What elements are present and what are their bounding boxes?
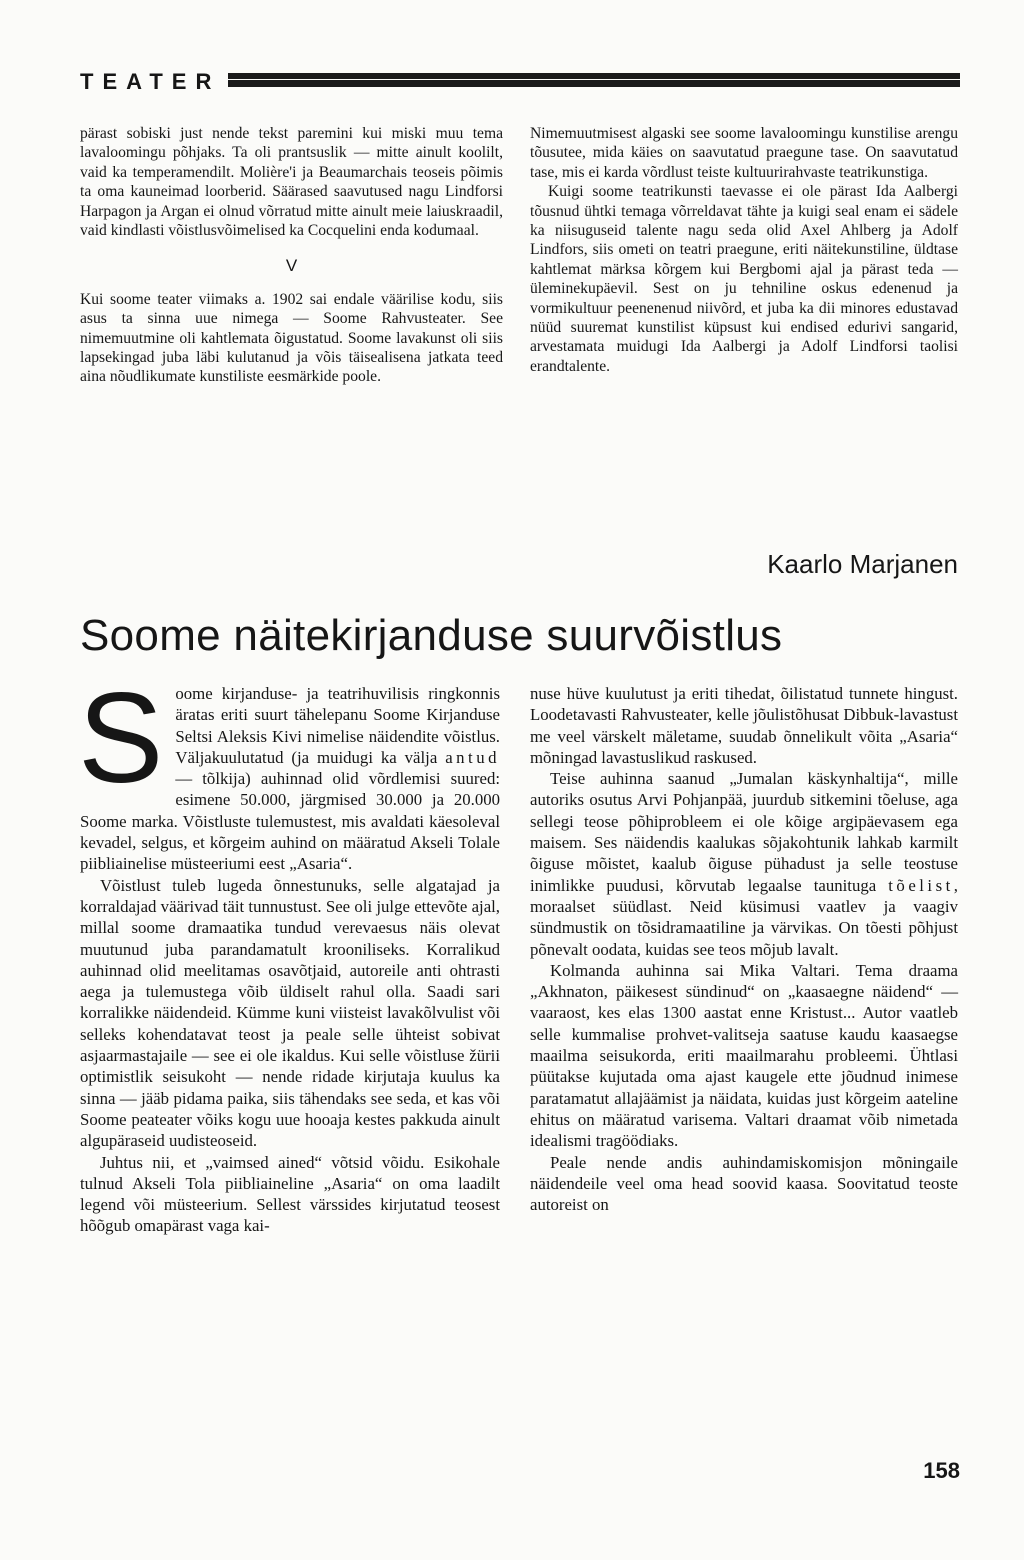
article-author: Kaarlo Marjanen xyxy=(767,549,958,579)
spaced-text-run: tõelist xyxy=(888,875,954,895)
spaced-text-run: antud xyxy=(445,747,500,767)
page-number: 158 xyxy=(923,1458,960,1483)
top-right-column xyxy=(530,124,958,376)
paragraph: Nimemuutmisest algaski see soome lavaloomingu kunstilise arengu tõusutee, mida käies on saavutatud praegune tase. On saavutatud tase, mis ei karda võrdlust teiste kultuurirahvaste teatrikunstiga. xyxy=(530,125,958,181)
top-left-column xyxy=(80,124,503,387)
paragraph: nuse hüve kuulutust ja eriti tihedat, õilistatud tunnete hingust. Loodetavasti Rahvusteater, kelle jõulistõhusat Dibbuk-lavastust me veel värskelt mäletame, suudab õnnelikult võita „Asaria“ mõningad lavastuslikud raskused. xyxy=(530,684,958,767)
paragraph: Kolmanda auhinna sai Mika Valtari. Tema draama „Akhnaton, päikesest sündinud“ on „kaasaegne näidend“ — vaaraost, kes elas 1300 aastat enne Kristust... Autor vaatleb selle kummalise prohvet-valitseja saatuse kaudu kaasaegse maailma seisukorda, eriti maailmarahu probleemi. Ühtlasi püütakse kujutada oma ajast kaugele ette jõudnud inimese paratamatut allajäämist ja näidata, kuidas just kõrgeim aateline ehitus on määratud varisema. Valtari draamat võib nimetada idealismi tragöödiaks. xyxy=(530,960,958,1151)
text-run: , moraalset süüdlast. Neid küsimusi vaatlev ja vaagiv sündmustik on tõsidramaatiline ja värvikas. On tõesti põhjust põnevalt oodata, kuidas see teos mõjub lavalt. xyxy=(530,875,958,959)
text-run: — tõlkija) auhinnad olid võrdlemisi suured: esimene 50.000, järgmised 30.000 ja 20.000 Soome marka. Võistluste tulemustest, mis avaldati käesoleval kevadel, selgus, et kõrgeim auhind on määratud Akseli Tolale piibliainelise müsteeriumi eest „Asaria“. xyxy=(80,769,500,874)
page-header xyxy=(80,68,960,98)
section-label: TEATER xyxy=(80,69,221,94)
article-title: Soome näitekirjanduse suurvõistlus xyxy=(80,611,783,660)
drop-cap: S xyxy=(78,667,164,810)
paragraph xyxy=(530,768,958,960)
paragraph: Kuigi soome teatrikunsti taevasse ei ole pärast Ida Aalbergi tõusnud ühtki temaga võrreldavat tähte ja kuigi seal enam ei sädele ka niisuguseid talente nagu seda olid Axel Ahlberg ja Adolf Lindfors, siis ometi on teatri praegune, eriti näitekunstiline, üldtase kahtlemat märksa kõrgem kui Bergbomi ajal ja pärast teda — üleminekupäevil. Sest on ju tehniline oskus edenenud ja vormikultuur peenenenud niivõrd, et juba ka dii minores edustavad nüüd suuremat kunstilist küpsust kui endised edurivi sangarid, arvestamata muidugi Ida Aalbergi ja Adolf Lindforsi taolisi erandtalente. xyxy=(530,183,958,375)
article-left-column xyxy=(78,667,500,1237)
article-right-column xyxy=(530,683,958,1215)
paragraph: pärast sobiski just nende tekst paremini kui miski muu tema lavaloomingu põhjaks. Ta oli prantsuslik — mitte ainult koolilt, vaid ka temperamendilt. Molière'i ja Beaumarchais teoseis põimis ta oma kauneimad loorberid. Säärased saavutused nagu Lindforsi Harpagon ja Argan ei olnud võrratud mitte ainult meie laiuskraadil, vaid kindlasti võistlusvõimelised ka Cocquelini enda kodumaal. xyxy=(80,125,503,240)
paragraph xyxy=(78,667,500,875)
text-run: Teise auhinna saanud „Jumalan käskynhaltija“, mille autoriks osutus Arvi Pohjanpää, juurdub sitkemini tõeluse, aga sellegi teose põhiprobleem ei ole kõige argipäevasem ega maisem. Ses näidendis kaalukas sõjakohtunik lahkab karmilt õiguse mõistet, kaalub õiguse pühadust ja selle teostuse inimlikke puudusi, kõrvutab legaalse taunituga xyxy=(530,769,958,895)
paragraph: Juhtus nii, et „vaimsed ained“ võtsid võidu. Esikohale tulnud Akseli Tola piibliaineline „Asaria“ on oma laadilt legend või müsteerium. Sellest värssides kirjutatud teosest hõõgub omapärast vaga kai- xyxy=(80,1152,500,1236)
paragraph: Peale nende andis auhindamiskomisjon mõningaile näidendeile veel oma head soovid kaasa. Soovitatud teoste autoreist on xyxy=(530,1152,958,1215)
section-number: V xyxy=(285,256,298,276)
paragraph: Võistlust tuleb lugeda õnnestunuks, selle algatajad ja korraldajad väärivad täit tunnustust. See oli julge ettevõte ajal, millal soome dramaatika tundud verevaesus näis olevat muutunud juba parandamatult krooniliseks. Korralikud auhinnad olid meelitamas osavõtjaid, autoreile anti ohtrasti aega ja tulemustega võib üldiselt rahul olla. Saadi sari korralikke näidendeid. Kümme kuni viisteist lavakõlvulist või selleks kohendatavat teost ja peale selle ühteist sobivat asjaarmastajaile — see ei ole ikaldus. Kui selle võistluse žürii optimistlik seisukoht — nende ridade kirjutaja kuulus ka sinna — jääb pidama paika, siis tähendaks see seda, et kas või Soome peateater võiks kogu uue hooaja kestes pakkuda ainult algupäraseid uudisteoseid. xyxy=(80,875,500,1151)
header-rule xyxy=(228,73,960,87)
text-run: oome kirjanduse- ja teatrihuvilisis ringkonnis äratas eriti suurt tähelepanu Soome Kirjanduse Seltsi Aleksis Kivi nimelise näidendite võistlus. Väljakuulutatud (ja muidugi ka välja xyxy=(175,684,500,767)
paragraph: Kui soome teater viimaks a. 1902 sai endale väärilise kodu, siis asus ta sinna uue nimega — Soome Rahvusteater. See nimemuutmine oli kahtlemata õigustatud. Soome lavakunst oli siis lapsekingad juba läbi kulutanud ja võis täisealisena jatkata teed aina nõudlikumate kunstiliste eesmärkide poole. xyxy=(80,290,503,386)
